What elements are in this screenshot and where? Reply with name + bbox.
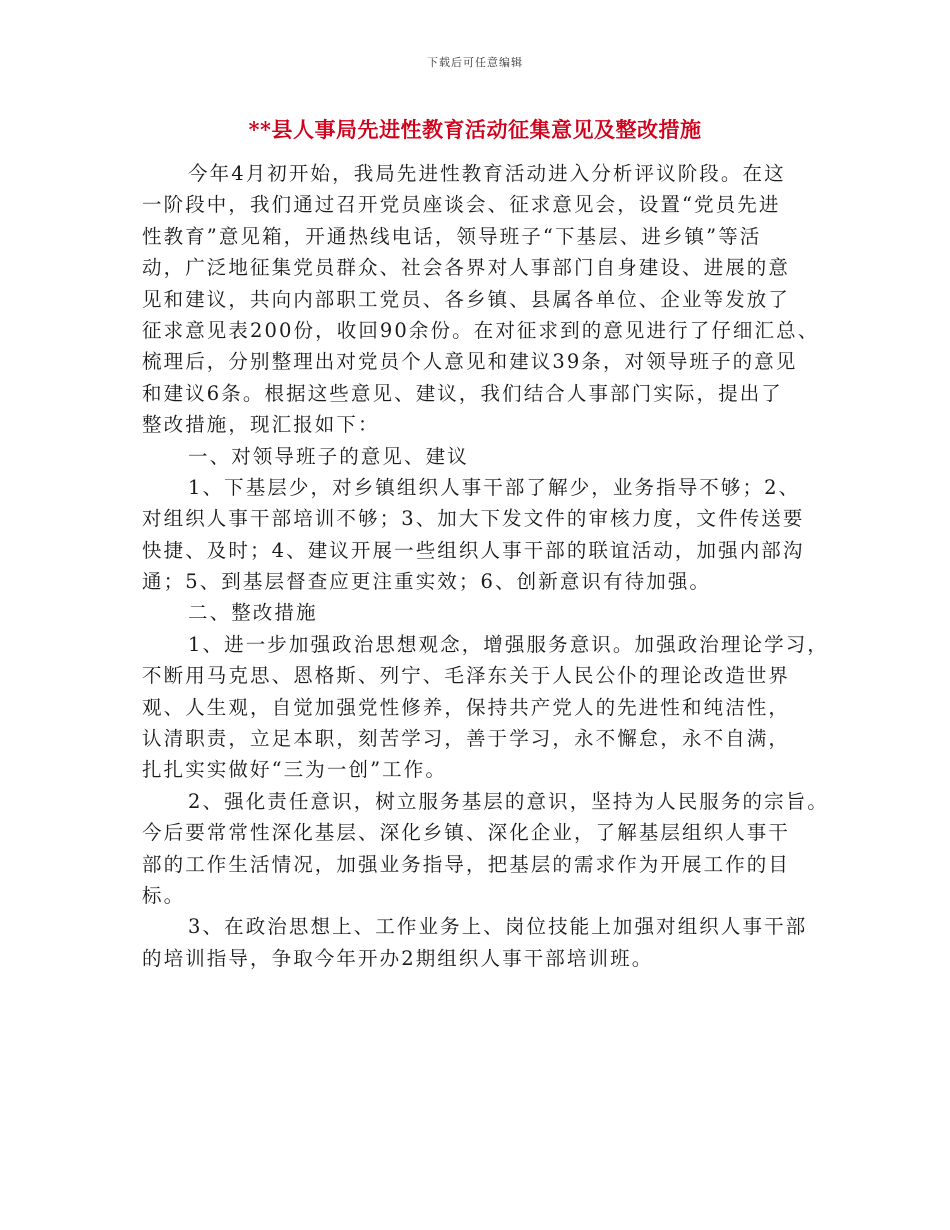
body-line: 1、下基层少，对乡镇组织人事干部了解少，业务指导不够；2、: [188, 475, 801, 499]
body-line: 和建议6条。根据这些意见、建议，我们结合人事部门实际，提出了: [142, 381, 783, 405]
body-line: 扎扎实实做好“三为一创”工作。: [142, 758, 447, 782]
body-line: 一、对领导班子的意见、建议: [188, 444, 469, 468]
body-line: 性教育”意见箱，开通热线电话，领导班子“下基层、进乡镇”等活: [142, 224, 762, 248]
body-line: 快捷、及时；4、建议开展一些组织人事干部的联谊活动，加强内部沟: [142, 538, 805, 562]
document-body: [142, 158, 829, 974]
header-note: 下载后可任意编辑: [427, 56, 523, 69]
body-line: 整改措施，现汇报如下：: [142, 413, 380, 437]
body-line: 认清职责，立足本职，刻苦学习，善于学习，永不懈怠，永不自满，: [142, 727, 791, 751]
body-line: 二、整改措施: [188, 601, 318, 625]
body-line: 的培训指导，争取今年开办2期组织人事干部培训班。: [142, 946, 654, 970]
body-line: 动，广泛地征集党员群众、社会各界对人事部门自身建设、进展的意: [142, 256, 791, 280]
body-line: 征求意见表200份，收回90余份。在对征求到的意见进行了仔细汇总、: [142, 318, 820, 342]
document-title: **县人事局先进性教育活动征集意见及整改措施: [248, 117, 702, 142]
body-line: 一阶段中，我们通过召开党员座谈会、征求意见会，设置“党员先进: [142, 193, 781, 217]
body-line: 观、人生观，自觉加强党性修养，保持共产党人的先进性和纯洁性，: [142, 695, 791, 719]
body-line: 梳理后，分别整理出对党员个人意见和建议39条，对领导班子的意见: [142, 350, 798, 374]
body-line: 1、进一步加强政治思想观念，增强服务意识。加强政治理论学习，: [188, 632, 829, 656]
body-line: 通；5、到基层督查应更注重实效；6、创新意识有待加强。: [142, 570, 712, 594]
body-line: 3、在政治思想上、工作业务上、岗位技能上加强对组织人事干部: [188, 915, 808, 939]
body-line: 今年4月初开始，我局先进性教育活动进入分析评议阶段。在这: [188, 162, 786, 185]
body-line: 今后要常常性深化基层、深化乡镇、深化企业，了解基层组织人事干: [142, 821, 791, 845]
body-line: 对组织人事干部培训不够；3、加大下发文件的审核力度，文件传送要: [142, 507, 805, 531]
body-line: 部的工作生活情况，加强业务指导，把基层的需求作为开展工作的目: [142, 852, 791, 876]
body-line: 2、强化责任意识，树立服务基层的意识，坚持为人民服务的宗旨。: [188, 789, 829, 813]
body-line: 不断用马克思、恩格斯、列宁、毛泽东关于人民公仆的理论改造世界: [142, 664, 791, 688]
body-line: 标。: [142, 883, 186, 907]
body-line: 见和建议，共向内部职工党员、各乡镇、县属各单位、企业等发放了: [142, 287, 791, 311]
